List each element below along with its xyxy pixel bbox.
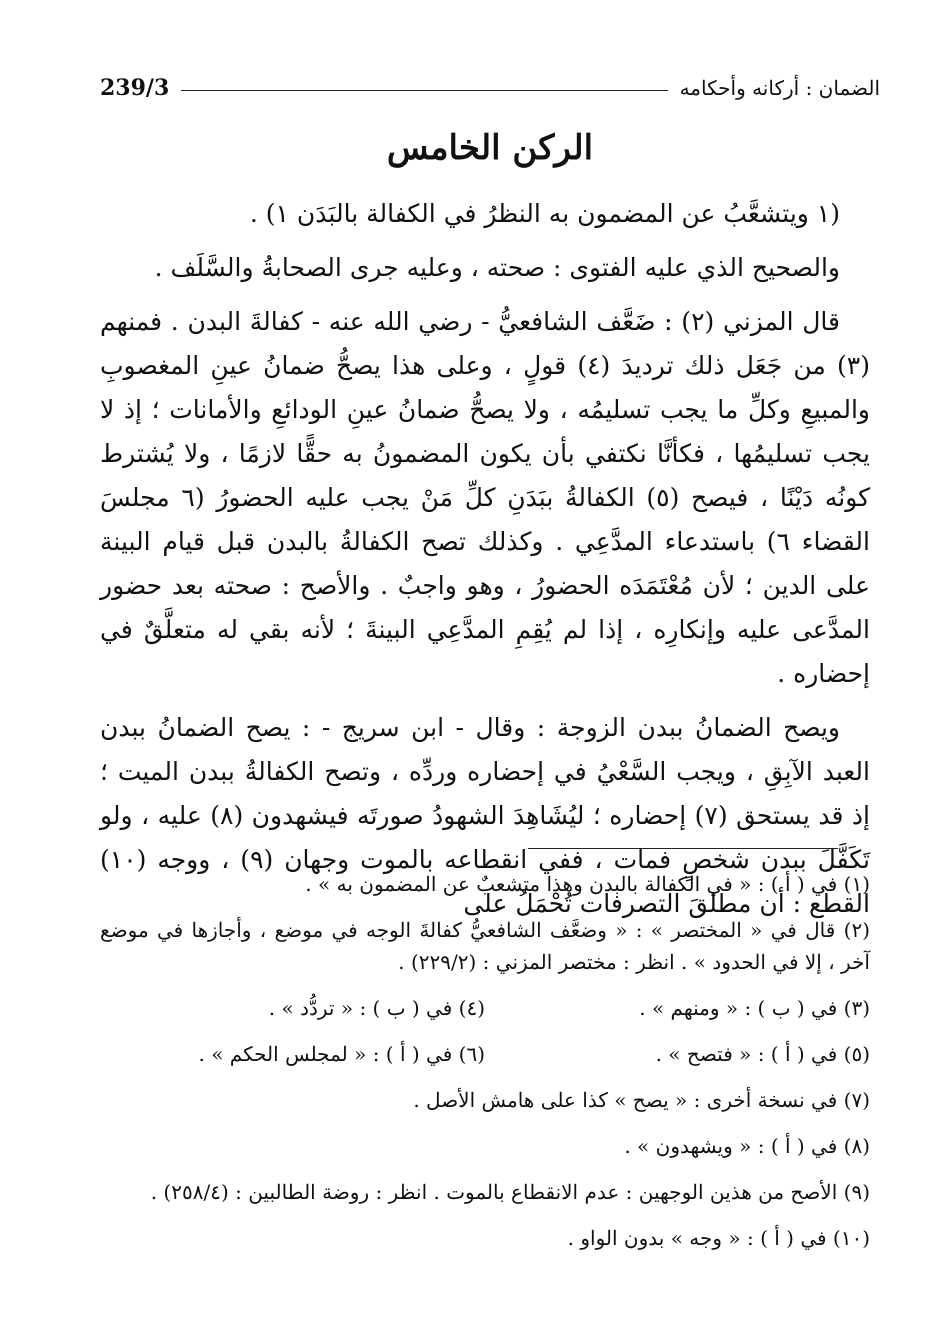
paragraph-2: والصحيح الذي عليه الفتوى : صحته ، وعليه جرى الصحابةُ والسَّلَف .	[154, 253, 840, 282]
footnote-4: (٤) في ( ب ) : « تردُّد » .	[268, 996, 485, 1020]
footnote-separator	[528, 848, 838, 849]
footnote-1: (١) في ( أ ) : « في الكفالة بالبدن وهذا متشعبٌ عن المضمون به » .	[305, 872, 870, 896]
section-title: الركن الخامس	[386, 128, 594, 168]
footnote-row-5-6	[100, 1038, 870, 1070]
footnotes	[100, 868, 870, 1268]
footnote-9: (٩) الأصح من هذين الوجهين : عدم الانقطاع بالموت . انظر : روضة الطالبين : (٢٥٨/٤) .	[150, 1180, 870, 1204]
footnote-10: (١٠) في ( أ ) : « وجه » بدون الواو .	[567, 1226, 870, 1250]
footnote-8: (٨) في ( أ ) : « ويشهدون » .	[624, 1134, 870, 1158]
footnote-2: (٢) قال في « المختصر » : « وضعَّف الشافعيُّ كفالةَ الوجه في موضع ، وأجازها في موضع آخر ، إلا في الحدود » . انظر : مختصر المزني : (٢٢٩/٢) .	[100, 918, 870, 974]
running-title: الضمان : أركانه وأحكامه	[679, 76, 880, 100]
paragraph-1: (١ ويتشعَّبُ عن المضمون به النظرُ في الكفالة بالبَدَن ١) .	[249, 199, 840, 228]
main-text	[100, 192, 870, 926]
paragraph-3: قال المزني (٢) : ضَعَّف الشافعيُّ - رضي الله عنه - كفالةَ البدن . فمنهم (٣) من جَعَل ذلك ترديدَ (٤) قولٍ ، وعلى هذا يصحُّ ضمانُ عينِ المغصوبِ والمبيعِ وكلِّ ما يجب تسليمُه ، ولا يصحُّ ضمانُ عينِ الودائعِ والأمانات ؛ إذ لا يجب تسليمُها ، فكأنَّا نكتفي بأن يكون المضمونُ به حقًّا لازمًا ، ولا يُشترط كونُه دَيْنًا ، فيصح (٥) الكفالةُ ببَدَنِ كلِّ مَنْ يجب عليه الحضورُ (٦ مجلسَ القضاء ٦) باستدعاء المدَّعِي . وكذلك تصح الكفالةُ بالبدن قبل قيام البينة على الدين ؛ لأن مُعْتَمَدَه الحضورُ ، وهو واجبٌ . والأصح : صحته بعد حضور المدَّعى عليه وإنكارِه ، إذا لم يُقِمِ المدَّعِي البينةَ ؛ لأنه بقي له متعلَّقٌ في إحضاره .	[100, 307, 871, 688]
paragraph-4: ويصح الضمانُ ببدن الزوجة : وقال - ابن سريج - : يصح الضمانُ ببدن العبد الآبِقِ ، ويجب السَّعْيُ في إحضاره وردِّه ، وتصح الكفالةُ ببدن الميت ؛ إذ قد يستحق (٧) إحضاره ؛ ليُشَاهِدَ الشهودُ صورتَه فيشهدون (٨) عليه ، ولو تَكَفَّلَ ببدن شخصٍ فمات ، ففي انقطاعه بالموت وجهان (٩) ، ووجه (١٠) القطع : أن مطلقَ التصرفات تُحْمَلُ على	[100, 713, 871, 918]
header-rule	[181, 90, 667, 91]
footnote-3: (٣) في ( ب ) : « ومنهم » .	[639, 996, 870, 1020]
footnote-7: (٧) في نسخة أخرى : « يصح » كذا على هامش الأصل .	[413, 1088, 870, 1112]
page-header	[100, 70, 880, 106]
footnote-5: (٥) في ( أ ) : « فتصح » .	[655, 1042, 870, 1066]
footnote-6: (٦) في ( أ ) : « لمجلس الحكم » .	[198, 1042, 485, 1066]
footnote-row-3-4	[100, 992, 870, 1024]
page-number: 239/3	[100, 75, 170, 101]
